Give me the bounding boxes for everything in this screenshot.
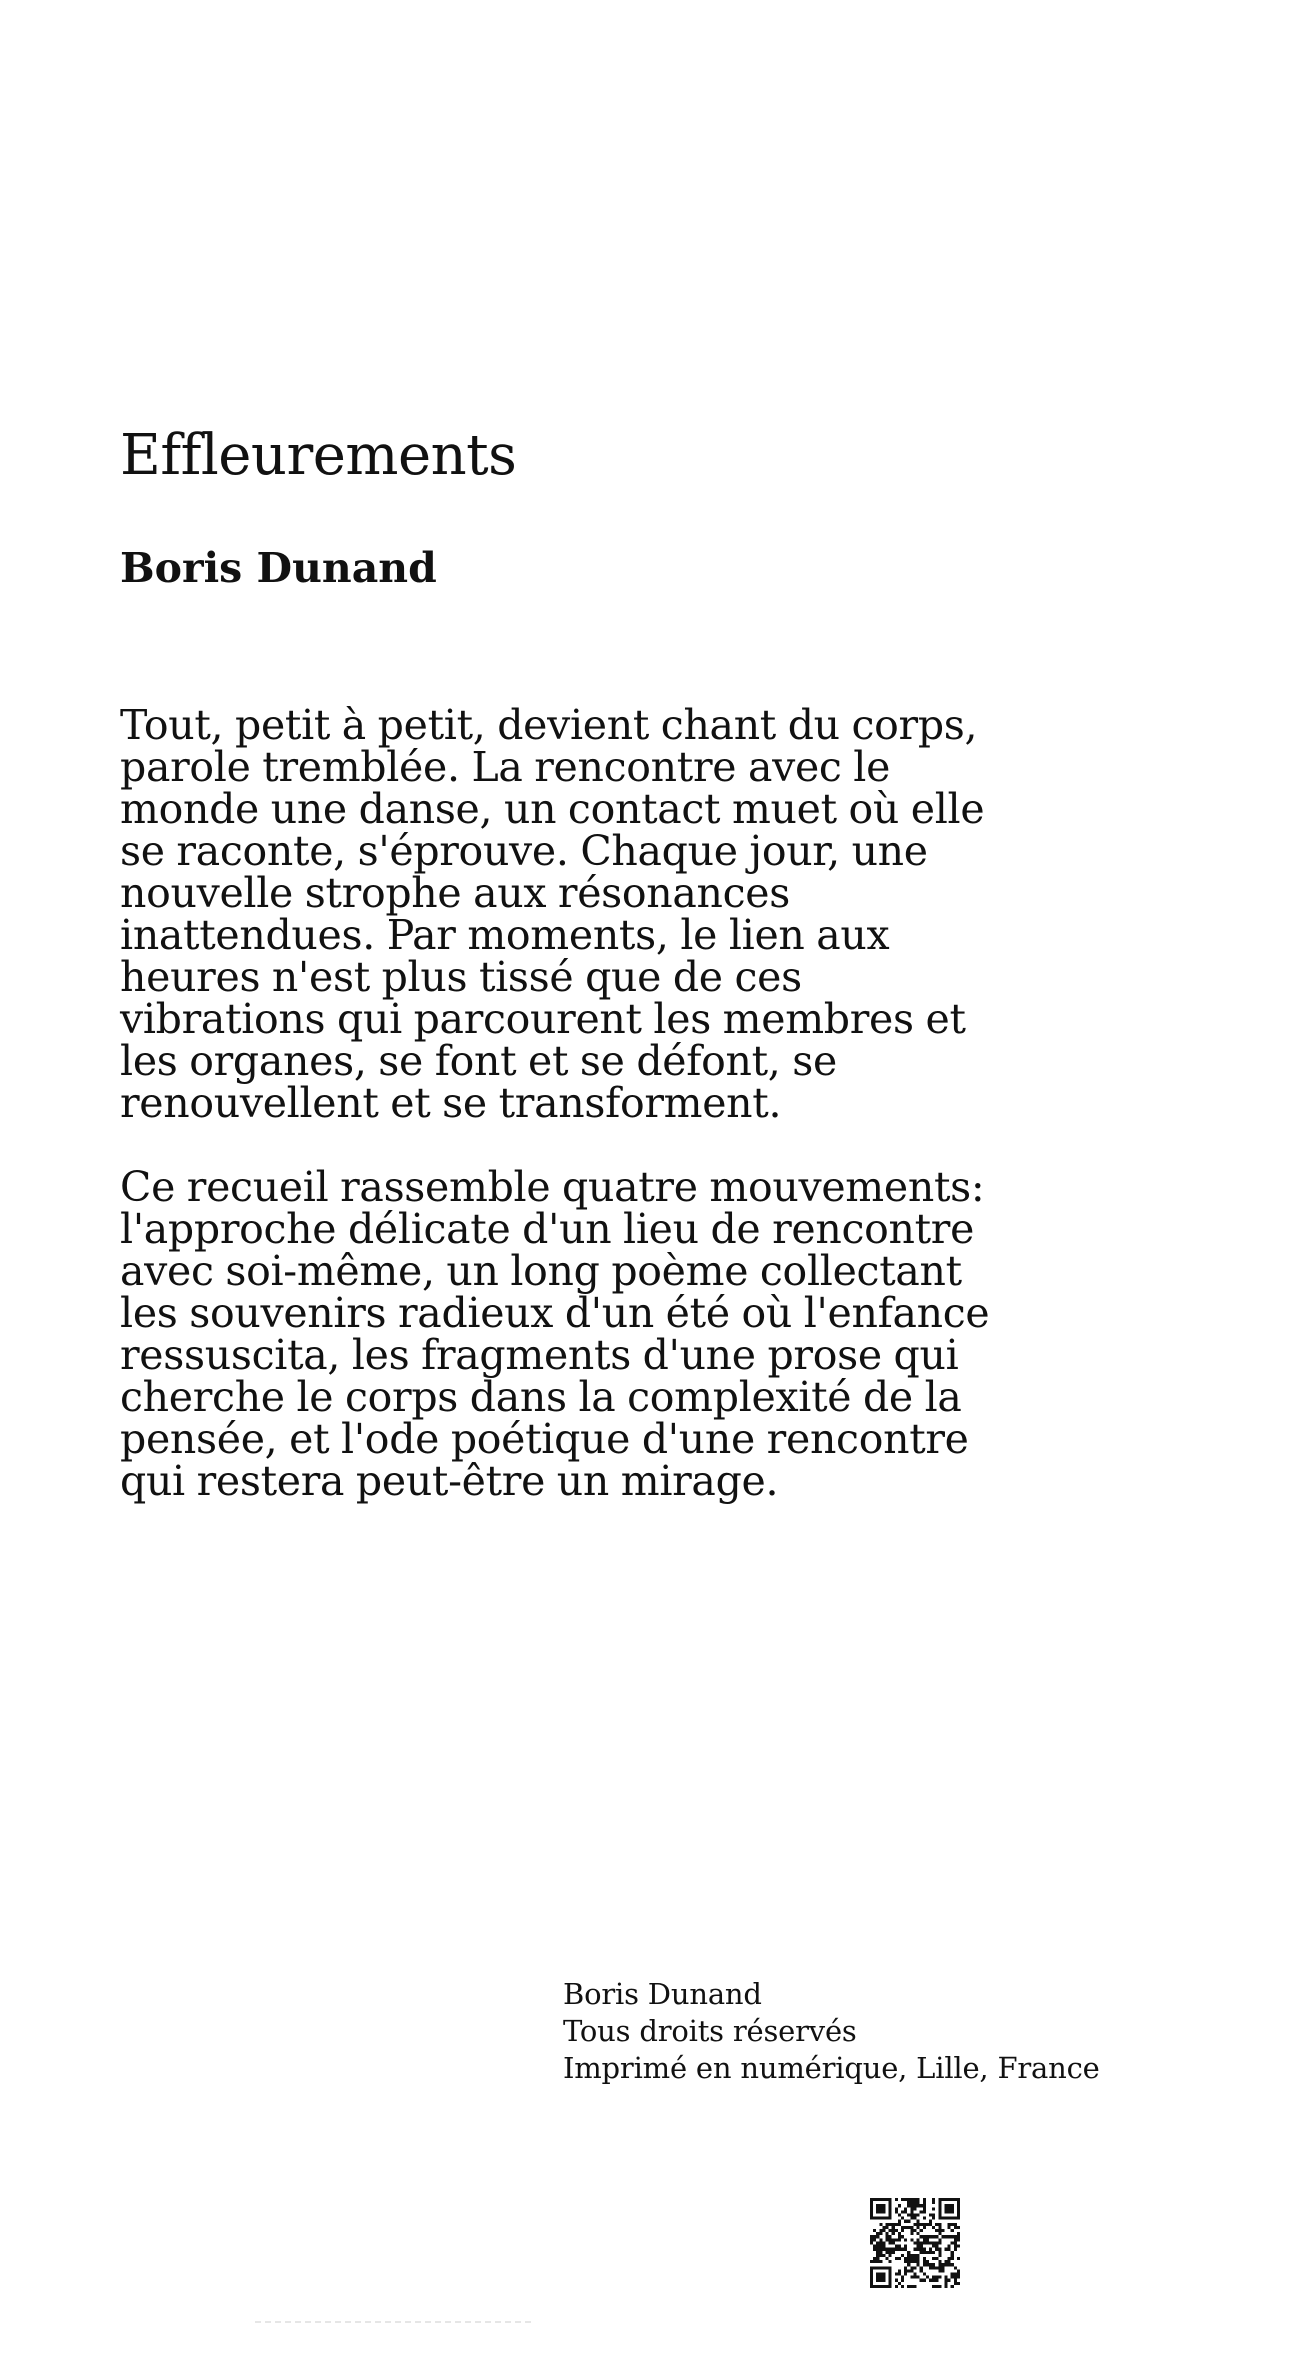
abstract: [120, 701, 1000, 1505]
colophon-printing: Imprimé en numérique, Lille, France: [563, 2051, 1100, 2085]
abstract-paragraph-2: Ce recueil rassemble quatre mouvements: l'approche délicate d'un lieu de rencontre avec soi-même, un long poème collectant les souvenirs radieux d'un été où l'enfance ressuscita, les fragments d'une prose qui cherche le corps dans la complexité de la pensée, et l'ode poétique d'une rencontre qui restera peut-être un mirage.: [120, 1163, 990, 1505]
abstract-paragraph-1: Tout, petit à petit, devient chant du corps, parole tremblée. La rencontre avec le monde une danse, un contact muet où elle se raconte, s'éprouve. Chaque jour, une nouvelle strophe aux résonances inattendues. Par moments, le lien aux heures n'est plus tissé que de ces vibrations qui parcourent les membres et les organes, se font et se défont, se renouvellent et se transforment.: [120, 701, 985, 1127]
colophon-author: Boris Dunand: [563, 1977, 762, 2011]
qr-code-icon[interactable]: [870, 2198, 960, 2288]
book-author: Boris Dunand: [120, 544, 437, 592]
book-title: Effleurements: [120, 423, 517, 488]
colophon-rights: Tous droits réservés: [563, 2014, 857, 2048]
colophon: [563, 1976, 1100, 2087]
faint-divider: [255, 2321, 535, 2323]
